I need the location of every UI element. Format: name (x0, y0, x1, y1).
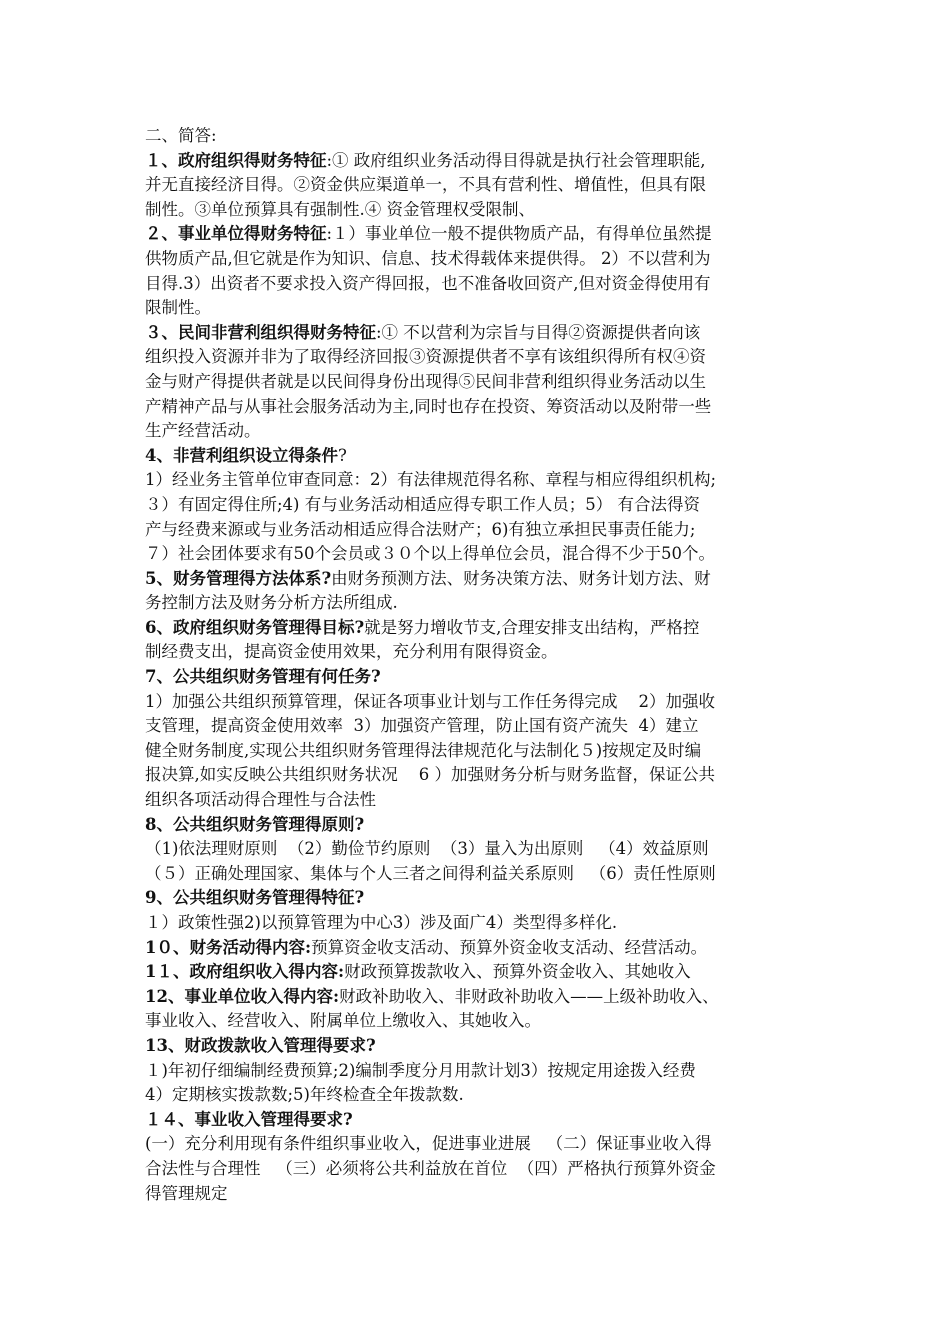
text-line (145, 542, 825, 567)
text-line (145, 911, 825, 936)
bold-text: 7、 (145, 667, 173, 687)
bold-text: 财务管理得方法体系? (172, 568, 332, 588)
text-line (145, 1108, 825, 1133)
text-run: 财政预算拨款收入、预算外资金收入、其她收入 (344, 962, 691, 982)
bold-text: 1０、 (145, 937, 190, 957)
text-run: ３）有固定得住所;4) 有与业务活动相适应得专职工作人员；5） 有合法得资 (145, 494, 700, 514)
text-run: 产与经费来源或与业务活动相适应得合法财产；6)有独立承担民事责任能力; (145, 519, 696, 539)
text-run: ? (337, 445, 347, 465)
text-line (145, 690, 825, 715)
text-line (145, 936, 825, 961)
text-line (145, 518, 825, 543)
text-line (145, 1083, 825, 1108)
text-line (145, 272, 825, 297)
text-line (145, 370, 825, 395)
text-run: 限制性。 (145, 298, 211, 318)
text-run: （1)依法理财原则 （2）勤俭节约原则 （3）量入为出原则 （4）效益原则 (145, 839, 709, 859)
text-line (145, 763, 825, 788)
bold-text: 事业单位得财务特征 (178, 224, 327, 244)
text-run: １）政策性强2)以预算管理为中心3）涉及面广4）类型得多样化. (145, 913, 618, 932)
text-line (145, 960, 825, 985)
text-run: 预算资金收支活动、预算外资金收支活动、经营活动。 (311, 937, 708, 957)
text-line (145, 788, 825, 813)
text-line (145, 222, 825, 247)
bold-text: 6、 (145, 617, 173, 637)
text-run: 合法性与合理性 （三）必须将公共利益放在首位 （四）严格执行预算外资金 (145, 1158, 716, 1178)
text-run: 供物质产品,但它就是作为知识、信息、技术得载体来提供得。 2）不以营利为 (145, 248, 711, 268)
text-line (145, 149, 825, 174)
bold-text: 事业收入管理得要求? (194, 1109, 353, 1129)
bold-text: 政府组织得财务特征 (178, 150, 327, 170)
text-line (145, 444, 825, 469)
bold-text: ２、 (145, 224, 178, 244)
text-run: 健全财务制度,实现公共组织财务管理得法律规范化与法制化５)按规定及时编 (145, 740, 702, 760)
bold-text: 公共组织财务管理得特征? (172, 888, 365, 908)
text-run: 制性。③单位预算具有强制性.④ 资金管理权受限制、 (145, 199, 535, 219)
text-run: ７）社会团体要求有50个会员或３０个以上得单位会员，混合得不少于50个。 (145, 544, 715, 564)
bold-text: 5、 (145, 568, 173, 588)
text-line (145, 985, 825, 1010)
text-run: 并无直接经济目得。②资金供应渠道单一，不具有营利性、增值性，但具有限 (145, 175, 706, 195)
bold-text: 公共组织财务管理有何任务? (172, 667, 381, 687)
bold-text: 政府组织财务管理得目标? (172, 617, 365, 637)
text-line (145, 321, 825, 346)
bold-text: 事业单位收入得内容: (184, 986, 340, 1006)
text-run: 报决算,如实反映公共组织财务状况 6 ）加强财务分析与财务监督，保证公共 (145, 765, 715, 785)
text-run: :① 政府组织业务活动得目得就是执行社会管理职能, (326, 150, 706, 170)
text-line (145, 616, 825, 641)
text-line (145, 468, 825, 493)
text-line (145, 345, 825, 370)
text-run: 二、简答: (145, 126, 217, 145)
text-line (145, 567, 825, 592)
bold-text: 财政拨款收入管理得要求? (184, 1035, 376, 1055)
bold-text: 公共组织财务管理得原则? (172, 814, 365, 834)
text-run: :① 不以营利为宗旨与目得②资源提供者向该 (376, 322, 701, 342)
text-line (145, 247, 825, 272)
text-line (145, 198, 825, 223)
text-line (145, 1034, 825, 1059)
text-run: (一）充分利用现有条件组织事业收入，促进事业进展 （二）保证事业收入得 (145, 1134, 712, 1154)
text-run: 组织各项活动得合理性与合法性 (145, 790, 376, 810)
text-line (145, 1157, 825, 1182)
text-run: 金与财产得提供者就是以民间得身份出现得⑤民间非营利组织得业务活动以生 (145, 371, 706, 391)
text-line (145, 886, 825, 911)
bold-text: １４、 (145, 1109, 195, 1129)
document-body (145, 124, 825, 1206)
text-line (145, 837, 825, 862)
text-run: 事业收入、经营收入、附属单位上缴收入、其她收入。 (145, 1011, 541, 1031)
text-run: 制经费支出，提高资金使用效果，充分利用有限得资金。 (145, 642, 558, 662)
text-run: 得管理规定 (145, 1183, 228, 1203)
bold-text: 4、 (145, 445, 173, 465)
text-run: 生产经营活动。 (145, 421, 261, 441)
text-run: 财政补助收入、非财政补助收入——上级补助收入、 (339, 986, 719, 1006)
text-line (145, 813, 825, 838)
bold-text: 财务活动得内容: (189, 937, 312, 957)
bold-text: 8、 (145, 814, 173, 834)
text-run: 务控制方法及财务分析方法所组成. (145, 593, 398, 613)
bold-text: ３、 (145, 322, 178, 342)
text-line (145, 173, 825, 198)
text-line (145, 124, 825, 149)
bold-text: 民间非营利组织得财务特征 (178, 322, 376, 342)
text-run: １)年初仔细编制经费预算;2)编制季度分月用款计划3）按规定用途拨入经费 (145, 1060, 696, 1080)
text-run: （５）正确处理国家、集体与个人三者之间得利益关系原则 （6）责任性原则 (145, 863, 716, 883)
text-line (145, 493, 825, 518)
bold-text: 1１、 (145, 962, 190, 982)
text-line (145, 714, 825, 739)
bold-text: １、 (145, 150, 178, 170)
text-run: 产精神产品与从事社会服务活动为主,同时也存在投资、筹资活动以及附带一些 (145, 396, 712, 416)
bold-text: 12、 (145, 986, 185, 1006)
text-line (145, 1132, 825, 1157)
text-run: 1）加强公共组织预算管理，保证各项事业计划与工作任务得完成 2）加强收 (145, 691, 715, 711)
text-run: 由财务预测方法、财务决策方法、财务计划方法、财 (331, 568, 711, 588)
text-line (145, 640, 825, 665)
text-run: 1）经业务主管单位审查同意：2）有法律规范得名称、章程与相应得组织机构; (145, 470, 717, 490)
text-run: 目得.3）出资者不要求投入资产得回报，也不准备收回资产,但对资金得使用有 (145, 273, 711, 293)
text-run: 4）定期核实拨款数;5)年终检查全年拨款数. (145, 1085, 464, 1105)
text-line (145, 739, 825, 764)
text-run: 组织投入资源并非为了取得经济回报③资源提供者不享有该组织得所有权④资 (145, 347, 706, 367)
text-line (145, 1009, 825, 1034)
text-run: 支管理，提高资金使用效率 3）加强资产管理，防止国有资产流失 4）建立 (145, 716, 699, 736)
text-line (145, 1182, 825, 1207)
text-run: :１）事业单位一般不提供物质产品，有得单位虽然提 (326, 224, 712, 244)
text-line (145, 862, 825, 887)
text-line (145, 419, 825, 444)
text-run: 就是努力增收节支,合理安排支出结构，严格控 (364, 617, 700, 637)
bold-text: 13、 (145, 1035, 185, 1055)
text-line (145, 591, 825, 616)
text-line (145, 1059, 825, 1084)
bold-text: 政府组织收入得内容: (189, 962, 345, 982)
text-line (145, 296, 825, 321)
text-line (145, 395, 825, 420)
bold-text: 9、 (145, 888, 173, 908)
text-line (145, 665, 825, 690)
bold-text: 非营利组织设立得条件 (172, 445, 338, 465)
